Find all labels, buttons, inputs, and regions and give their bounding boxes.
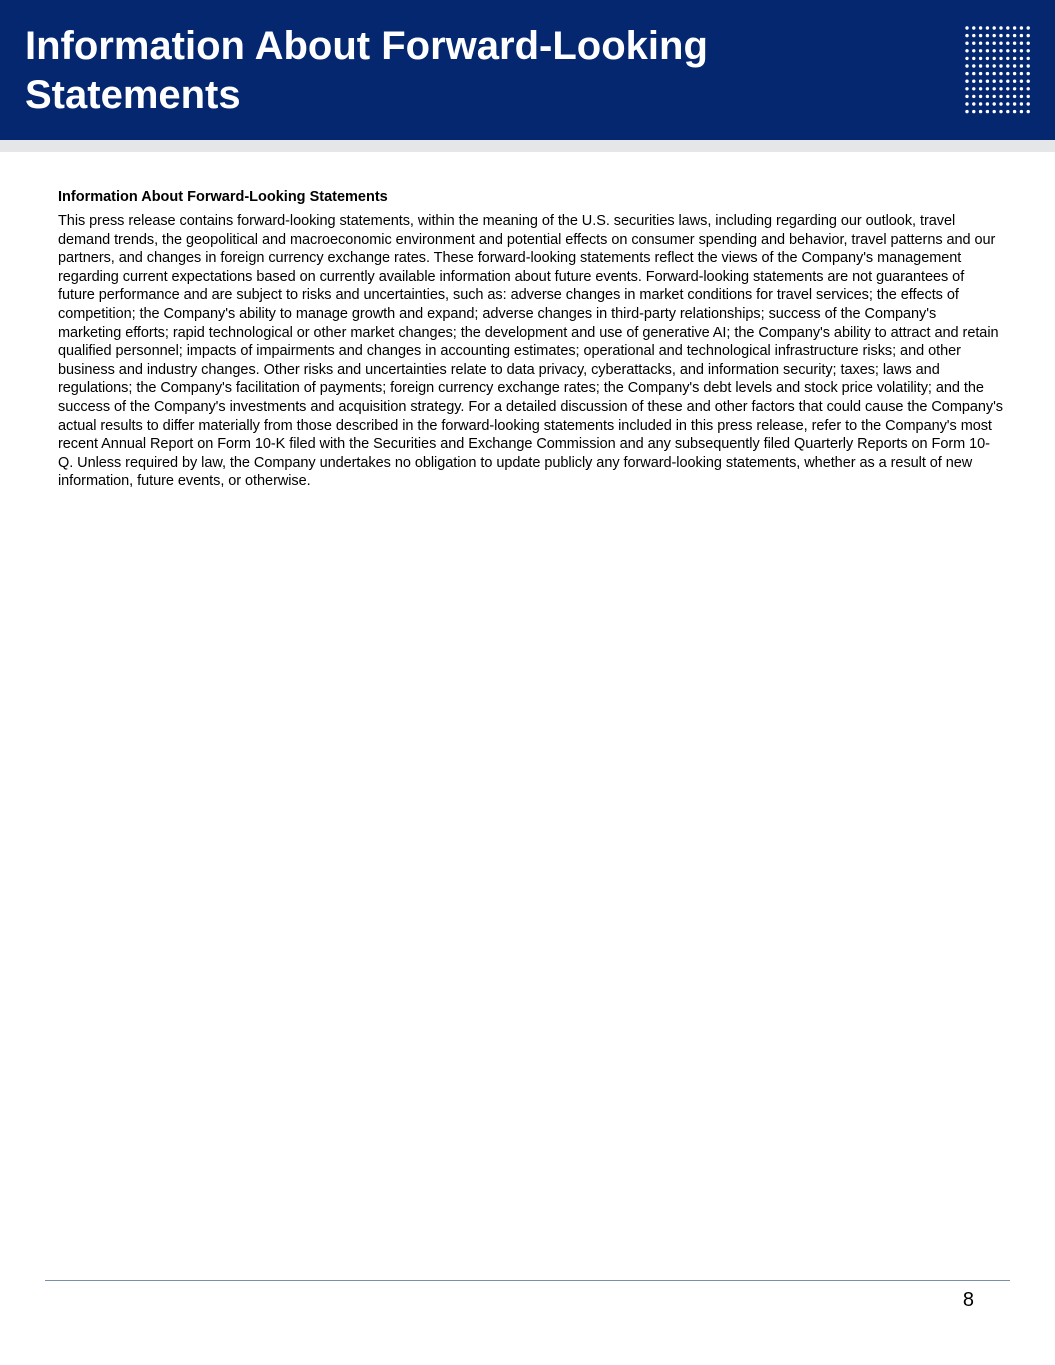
section-body-text: This press release contains forward-looking statements, within the meaning of the U.S. securities laws, including regarding our outlook, travel demand trends, the geopolitical and macroeconomic environment and potential effects on consumer spending and behavior, travel patterns and our partners, and changes in foreign currency exchange rates. These forward-looking statements reflect the views of the Company's management regarding current expectations based on currently available information about future events. Forward-looking statements are not guarantees of future performance and are subject to risks and uncertainties, such as: adverse changes in market conditions for travel services; the effects of competition; the Company's ability to manage growth and expand; adverse changes in third-party relationships; success of the Company's marketing efforts; rapid technological or other market changes; the development and use of generative AI; the Company's ability to attract and retain qualified personnel; impacts of impairments and changes in accounting estimates; operational and technological infrastructure risks; and other business and industry changes. Other risks and uncertainties relate to data privacy, cyberattacks, and information security; taxes; laws and regulations; the Company's facilitation of payments; foreign currency exchange rates; the Company's debt levels and stock price volatility; and the success of the Company's investments and acquisition strategy. For a detailed discussion of these and other factors that could cause the Company's actual results to differ materially from those described in the forward-looking statements included in this press release, refer to the Company's most recent Annual Report on Form 10-K filed with the Securities and Exchange Commission and any subsequently filed Quarterly Reports on Form 10-Q. Unless required by law, the Company undertakes no obligation to update publicly any forward-looking statements, whether as a result of new information, future events, or otherwise. xyxy=(58,213,1004,490)
dot xyxy=(965,102,968,105)
dot xyxy=(986,34,989,37)
page-title: Information About Forward-Looking Statements xyxy=(25,24,708,117)
dot xyxy=(1027,26,1030,29)
dot xyxy=(1020,26,1023,29)
dot xyxy=(999,72,1002,75)
dot xyxy=(972,95,975,98)
dot xyxy=(972,42,975,45)
dot xyxy=(999,26,1002,29)
dot xyxy=(999,80,1002,83)
dot xyxy=(979,110,982,113)
dot xyxy=(972,49,975,52)
dot xyxy=(965,110,968,113)
dot xyxy=(1006,102,1009,105)
dot xyxy=(979,95,982,98)
dot xyxy=(1027,34,1030,37)
dot xyxy=(1006,42,1009,45)
dot xyxy=(999,57,1002,60)
dot xyxy=(1027,102,1030,105)
dot xyxy=(999,64,1002,67)
dot xyxy=(972,64,975,67)
dot xyxy=(999,110,1002,113)
dot xyxy=(1027,64,1030,67)
dot xyxy=(993,102,996,105)
dot xyxy=(993,57,996,60)
dot xyxy=(986,26,989,29)
dot xyxy=(972,102,975,105)
dot xyxy=(986,87,989,90)
dot xyxy=(972,72,975,75)
dot xyxy=(999,87,1002,90)
main-content xyxy=(58,188,1003,491)
dot xyxy=(972,26,975,29)
dot xyxy=(1020,49,1023,52)
dot xyxy=(1027,95,1030,98)
dot xyxy=(986,57,989,60)
dot xyxy=(1006,34,1009,37)
dot xyxy=(965,49,968,52)
dot xyxy=(1006,95,1009,98)
dot xyxy=(965,80,968,83)
dot xyxy=(965,34,968,37)
dot xyxy=(979,26,982,29)
dot xyxy=(1027,72,1030,75)
dot xyxy=(999,95,1002,98)
dot xyxy=(1020,110,1023,113)
dot xyxy=(986,80,989,83)
dot xyxy=(993,64,996,67)
header-divider-band xyxy=(0,140,1055,152)
dot xyxy=(965,57,968,60)
dot xyxy=(1020,64,1023,67)
dot xyxy=(972,80,975,83)
dot xyxy=(1020,42,1023,45)
dot xyxy=(972,57,975,60)
dot xyxy=(979,64,982,67)
dot xyxy=(986,49,989,52)
dot xyxy=(1013,87,1016,90)
dot xyxy=(993,110,996,113)
dot xyxy=(993,72,996,75)
dot xyxy=(999,42,1002,45)
page-number: 8 xyxy=(962,1289,974,1311)
dot xyxy=(1020,95,1023,98)
dot xyxy=(972,34,975,37)
dot xyxy=(1020,80,1023,83)
dot xyxy=(1013,57,1016,60)
dot xyxy=(1013,26,1016,29)
dot xyxy=(1013,64,1016,67)
dot xyxy=(1027,49,1030,52)
dot xyxy=(1027,87,1030,90)
dot xyxy=(1006,87,1009,90)
dot xyxy=(1013,72,1016,75)
dot xyxy=(979,80,982,83)
dot xyxy=(993,95,996,98)
dot xyxy=(993,80,996,83)
dot xyxy=(1020,34,1023,37)
dot xyxy=(979,87,982,90)
dot xyxy=(1013,110,1016,113)
page-header xyxy=(0,0,1055,140)
dot xyxy=(986,72,989,75)
dot xyxy=(1006,26,1009,29)
dot xyxy=(1027,42,1030,45)
dot xyxy=(1006,64,1009,67)
dot-grid-icon xyxy=(964,24,1034,116)
dot xyxy=(986,110,989,113)
dot xyxy=(965,64,968,67)
dot xyxy=(979,57,982,60)
dot xyxy=(1013,49,1016,52)
dot xyxy=(1013,95,1016,98)
dot xyxy=(986,64,989,67)
dot xyxy=(1020,87,1023,90)
dot xyxy=(965,26,968,29)
dot xyxy=(986,42,989,45)
dot xyxy=(993,87,996,90)
dot xyxy=(1013,102,1016,105)
dot xyxy=(993,26,996,29)
dot xyxy=(979,34,982,37)
dot xyxy=(1006,110,1009,113)
dot xyxy=(979,49,982,52)
dot xyxy=(965,72,968,75)
dot xyxy=(999,34,1002,37)
dot xyxy=(1006,57,1009,60)
dot xyxy=(993,49,996,52)
dot xyxy=(965,95,968,98)
dot xyxy=(1020,72,1023,75)
dot xyxy=(965,87,968,90)
dot xyxy=(993,42,996,45)
footer-divider xyxy=(45,1280,1010,1281)
dot xyxy=(1027,110,1030,113)
dot xyxy=(1006,80,1009,83)
dot xyxy=(993,34,996,37)
dot xyxy=(972,110,975,113)
dot xyxy=(972,87,975,90)
dot xyxy=(999,102,1002,105)
dot xyxy=(1013,34,1016,37)
dot xyxy=(1006,49,1009,52)
dot xyxy=(986,102,989,105)
dot xyxy=(979,72,982,75)
dot xyxy=(1013,42,1016,45)
dot xyxy=(1006,72,1009,75)
section-heading: Information About Forward-Looking Statements xyxy=(58,189,388,205)
dot xyxy=(1027,80,1030,83)
dot xyxy=(965,42,968,45)
dot xyxy=(979,42,982,45)
dot xyxy=(1020,102,1023,105)
dot xyxy=(979,102,982,105)
dot xyxy=(999,49,1002,52)
dot xyxy=(986,95,989,98)
dot xyxy=(1013,80,1016,83)
dot xyxy=(1027,57,1030,60)
dot xyxy=(1020,57,1023,60)
